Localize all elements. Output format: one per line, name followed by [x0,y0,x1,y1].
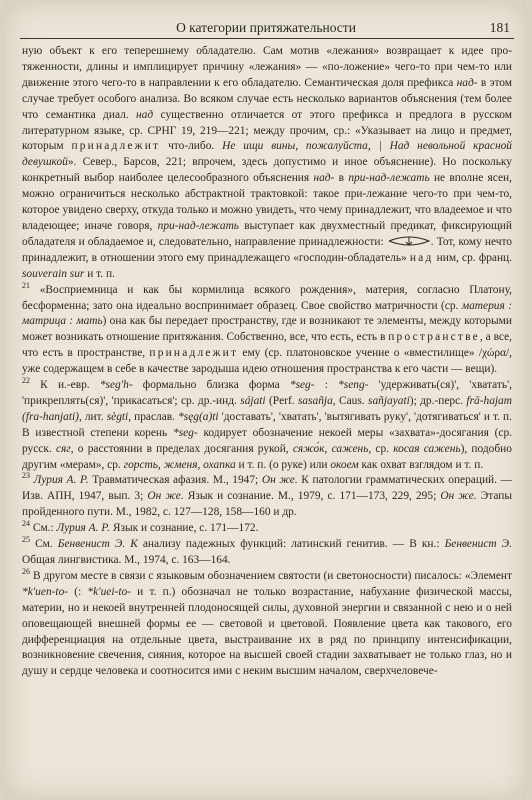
text-run: и т. п.) обозначал не только возрастание, набухание физической массы, материи, но и некоей внутренней плодоносящей силы, духовной энергии и связанной с нею и о ней оповещающей внешней формы ее — световой и цветовой. Появление цвета как такового, его дифференциация на отдельные цвета, выстраивание их в ряд по принципу интенсификации, возникновение свечения, сияния, которое на высшей своей стадии захватывает не только глаз, но и душу и сердце человека и соотносится ими с неким высшим началом, сверхчеловече- [22,585,512,678]
text-run: в [334,172,349,185]
text-run: кодирует обозначение некоей меры «захвата»-досягания (ср. русск. [22,426,513,455]
text-run: что-либо. [160,140,223,153]
text-run: ним, ср. франц. [433,251,512,264]
text-run: Общая лингвистика. М., 1974, с. 163—164. [22,554,231,566]
text-run: См. [35,538,58,551]
text-run: (Perf. [265,394,298,407]
footnote-21 [22,280,513,378]
text-run: Он же. [147,490,184,503]
text-run: ), подобно другим «мерам», ср. [22,442,512,471]
text-run: окоем [330,458,359,471]
text-run: ». Север., Барсов, 221; впрочем, здесь допустимо и иное объяснение). Но поскольку конкретный выбор наиболее целесообразного объяснения [22,156,512,185]
text-run: ) она как бы передает пространству, где и возникают те элементы, между которыми может возникать отношение притяжания. Собственно, все, что есть, есть в [22,315,512,344]
book-page [6,2,526,798]
page-body [22,44,512,680]
running-title: О категории притяжательности [176,20,356,35]
text-run: Бенвенист Э. [444,538,512,551]
text-run: и т. п. (о руке) или [235,458,331,471]
text-run: при-над-лежать [348,172,430,185]
text-run: sañjayati [368,394,410,407]
text-run: косая сажень [393,442,461,455]
text-run: Он же. [261,474,298,487]
text-run: Язык и сознание. М., 1979, с. 171—173, 229, 295; [183,490,441,503]
text-run: Бенвенист Э. К [57,538,138,551]
text-run: Этапы пройденного пути. М., 1982, с. 127—128, 158—160 и др. [22,490,512,519]
text-run: выступает как двухместный предикат, фиксирующий обладателя и обладаемое и, следовательно, направление принадлежности: [22,219,512,248]
text-run: , праслав. [128,410,179,423]
text-run: *seg- [289,379,315,392]
text-run: как охват взглядом и т. п. [358,458,484,471]
text-run: См.: [32,522,57,535]
footnote-number: 22 [22,376,30,386]
text-run: *seg'h- [99,379,133,392]
text-run: , Caus. [332,394,369,407]
text-run: : [314,379,339,392]
text-run: , ср. [368,442,394,455]
text-run: 'доставать', 'хватать', 'вытягивать руку', 'дотягиваться' и т. п. В известной степени корень [22,410,512,439]
text-run: , о расстоянии в пределах досягания рукой, [70,442,293,455]
text-run: Он же. [440,490,477,503]
text-run: ную объект к его теперешнему обладателю. Сам мотив «лежания» возвращает к идее про-тяженности, длины и имплицирует причину «лежания» — «по-ложение» чего-то при чем-то или движение этого чего-то в направлении к его обладателю. Семантическая доля префикса [22,45,512,89]
text-run: над [409,251,434,264]
text-run: ); др.-перс. [409,394,467,407]
text-run: принадлежит [149,347,239,360]
text-run: *seng- [338,379,369,392]
page-number: 181 [489,20,510,35]
text-run: формально близка форма [132,379,290,392]
text-run: К патологии грамматических операций. — Изв. АПН, 1947, вып. 3; [22,474,512,503]
text-run: . Тот, кому нечто принадлежит, в отношении этого ему принадлежащего «господин-обладатель» [22,235,513,264]
text-run: сяг [55,442,71,455]
text-run: sasañja [297,394,333,407]
text-run: frā-hajam (fra-hanjati) [22,394,512,423]
text-run: *k'uen-to- [22,585,69,598]
text-run: существенно отличается от этого префикса и предлога в русском литературном языке, ср. СРНГ 19, 219—221; между прочим, ср.: «Указывает на лицо и предмет, которым [22,108,512,153]
text-run: 'удерживать(ся)', 'хватать', 'прикреплять(ся)', 'прикасаться'; ср. др.-инд. [22,379,512,407]
text-run: Травматическая афазия. М., 1947; [88,474,262,487]
possession-direction-diagram [387,235,431,247]
text-run: , а все, что есть в пространстве, [22,331,512,360]
text-run: *sęg(a)ti [178,410,219,423]
text-run: над- [456,76,478,89]
text-run: материя : матрица : мать [22,299,513,328]
footnote-number: 24 [22,519,30,529]
footnote-25 [22,537,512,569]
text-run: sájati [240,394,266,407]
footnote-number: 21 [22,280,30,290]
text-run: Лурия А. Р. [33,474,89,487]
text-run: В другом месте в связи с языковым обозначением святости (и светоносности) писалось: «Элемент [32,569,513,582]
text-run: в этом случае требует особого анализа. Во всяком случае есть несколько вариантов объяснения (тем более что семантика диал. [22,76,512,121]
text-run: ему (ср. платоновское учение о «вместилище» /χώρα/, уже содержащем в себе в качестве зародыша идею отношения пространства к его части — вещи). [22,347,512,376]
text-run: принадлежит [71,140,161,153]
text-run: над- [313,172,335,185]
text-run: (: [68,585,88,598]
text-run: Лурия А. Р. [56,522,111,535]
footnote-22 [22,378,512,473]
header-rule [20,38,514,39]
text-run: *seg- [173,426,198,439]
text-run: souverain sur [22,267,85,280]
text-run: горсть, жменя, охапка [123,458,236,471]
footnote-26 [22,569,512,680]
text-run: Не ищи вины, пожалуйста, | Над невольной красной девушкой [22,140,512,169]
footnote-23 [22,473,512,521]
text-run: анализу падежных функций: латинский генитив. — В кн.: [137,538,445,551]
text-run: , лит. [78,410,107,423]
footnote-number: 23 [22,471,30,481]
text-run: над [136,108,154,121]
text-run: «Восприемница и как бы кормилица всякого рождения», материя, согласно Платону, бесформенна; зато она идеально воспринимает образец. Свое свойство матричности (ср. [22,283,513,312]
footnote-24 [22,521,512,537]
text-run: при-над-лежать [157,219,239,232]
text-run: и т. п. [84,267,115,280]
text-run: сяжо́к, сажень [292,442,369,455]
text-run: К и.-евр. [40,379,100,392]
footnote-number: 26 [22,567,30,577]
footnote-number: 25 [22,535,30,545]
text-run: Язык и сознание, с. 171—172. [110,522,259,535]
text-run: пространстве [388,331,480,344]
text-run: не вполне ясен, можно ограничиться несколько абстрактной трактовкой: такое при-лежание чего-то при чем-то, которое увидено сверху, откуда только и можно увидеть, что чему принадлежит, что владеемое и что владеющее; иначе говоря, [22,172,512,232]
main-paragraph [22,44,512,283]
page-header [6,16,526,40]
text-run: sègti [106,410,129,423]
text-run: *k'uei-to- [87,585,131,598]
